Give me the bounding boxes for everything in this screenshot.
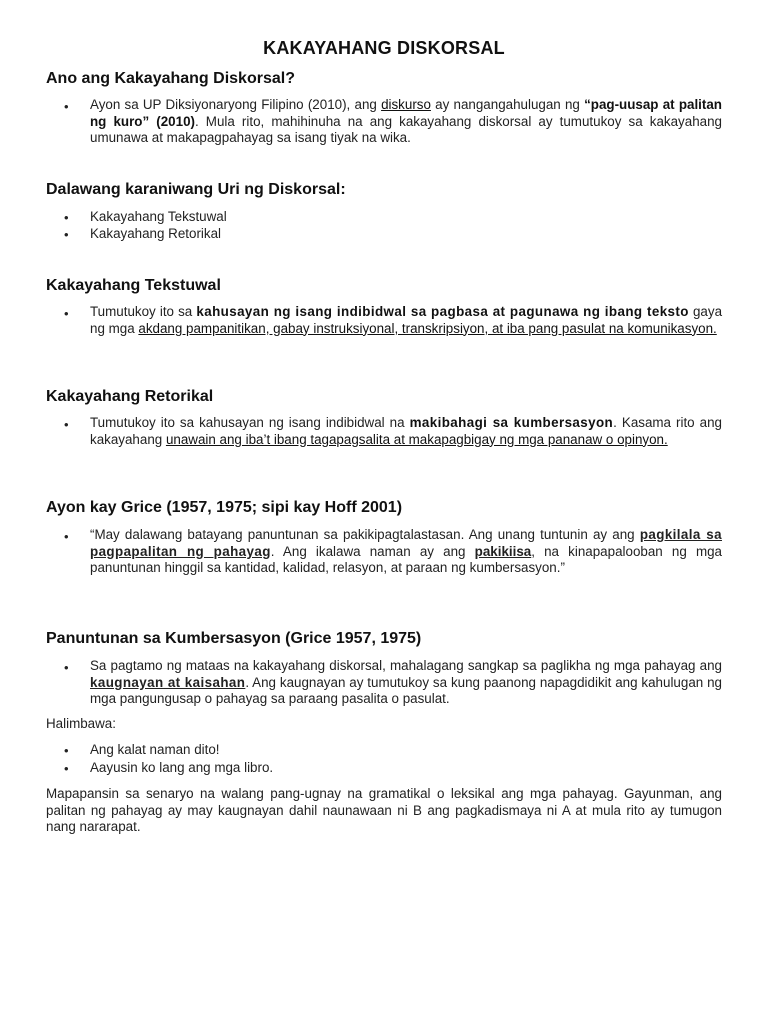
example-item-2: Aayusin ko lang ang mga libro. — [90, 760, 274, 775]
heading-kakayahang-tekstuwal: Kakayahang Tekstuwal — [46, 277, 221, 294]
bullet-marker: • — [64, 529, 69, 544]
paragraph-retorikal: Tumutukoy ito sa kahusayan ng isang indibidwal na makibahagi sa kumbersasyon. Kasama rito ang kakayahang unawain ang iba’t ibang tagapagsalita at makapagbigay ng mga pananaw o opinyon. — [90, 415, 722, 447]
example-item-1: Ang kalat naman dito! — [90, 742, 220, 757]
bullet-marker: • — [64, 743, 69, 758]
page-title: KAKAYAHANG DISKORSAL — [263, 38, 505, 58]
bullet-marker: • — [64, 761, 69, 776]
bullet-marker: • — [64, 210, 69, 225]
list-item-retorikal: Kakayahang Retorikal — [90, 226, 222, 241]
halimbawa-label: Halimbawa: — [46, 716, 116, 731]
bullet-marker: • — [64, 417, 69, 432]
paragraph-tekstuwal: Tumutukoy ito sa kahusayan ng isang indibidwal sa pagbasa at pagunawa ng ibang teksto gaya ng mga akdang pampanitikan, gabay instruksiyonal, transkripsiyon, at iba pang pasulat na komunikasyon. — [90, 304, 723, 336]
list-item-tekstuwal: Kakayahang Tekstuwal — [90, 209, 227, 224]
heading-panuntunan-sa-kumbersasyon: Panuntunan sa Kumbersasyon (Grice 1957, 1975) — [46, 630, 422, 647]
heading-kakayahang-retorikal: Kakayahang Retorikal — [46, 388, 214, 405]
heading-ano-ang-kakayahang-diskorsal: Ano ang Kakayahang Diskorsal? — [46, 70, 295, 87]
paragraph-closing: Mapapansin sa senaryo na walang pang-ugnay na gramatikal o leksikal ang mga pahayag. Gayunman, ang palitan ng pahayag ay may kaugnayan dahil naunawaan ni B ang pagkadismaya ni A at mula rito ay tumugon nang nararapat. — [46, 786, 722, 835]
paragraph-grice-quote: “May dalawang batayang panuntunan sa pakikipagtalastasan. Ang unang tuntunin ay ang pagkilala sa pagpapalitan ng pahayag. Ang ikalawa naman ay ang pakikiisa, na kinapapalooban ng mga panuntunan hinggil sa kantidad, kalidad, relasyon, at paraan ng kumbersasyon.” — [90, 527, 722, 576]
bullet-marker: • — [64, 306, 69, 321]
paragraph-definition: Ayon sa UP Diksiyonaryong Filipino (2010), ang diskurso ay nangangahulugan ng “pag-uusap at palitan ng kuro” (2010). Mula rito, mahihinuha na ang kakayahang diskorsal ay tumutukoy sa kakayahang umunawa at makapagpahayag sa isang tiyak na wika. — [90, 97, 722, 146]
heading-ayon-kay-grice: Ayon kay Grice (1957, 1975; sipi kay Hoff 2001) — [46, 499, 403, 516]
heading-dalawang-uri: Dalawang karaniwang Uri ng Diskorsal: — [46, 181, 346, 198]
bullet-marker: • — [64, 99, 69, 114]
bullet-marker: • — [64, 227, 69, 242]
paragraph-panuntunan: Sa pagtamo ng mataas na kakayahang diskorsal, mahalagang sangkap sa paglikha ng mga pahayag ang kaugnayan at kaisahan. Ang kaugnayan ay tumutukoy sa kung paanong napagdidikit ang kahulugan ng mga pangungusap o pahayag sa paraang pasalita o pasulat. — [90, 658, 722, 707]
bullet-marker: • — [64, 660, 69, 675]
